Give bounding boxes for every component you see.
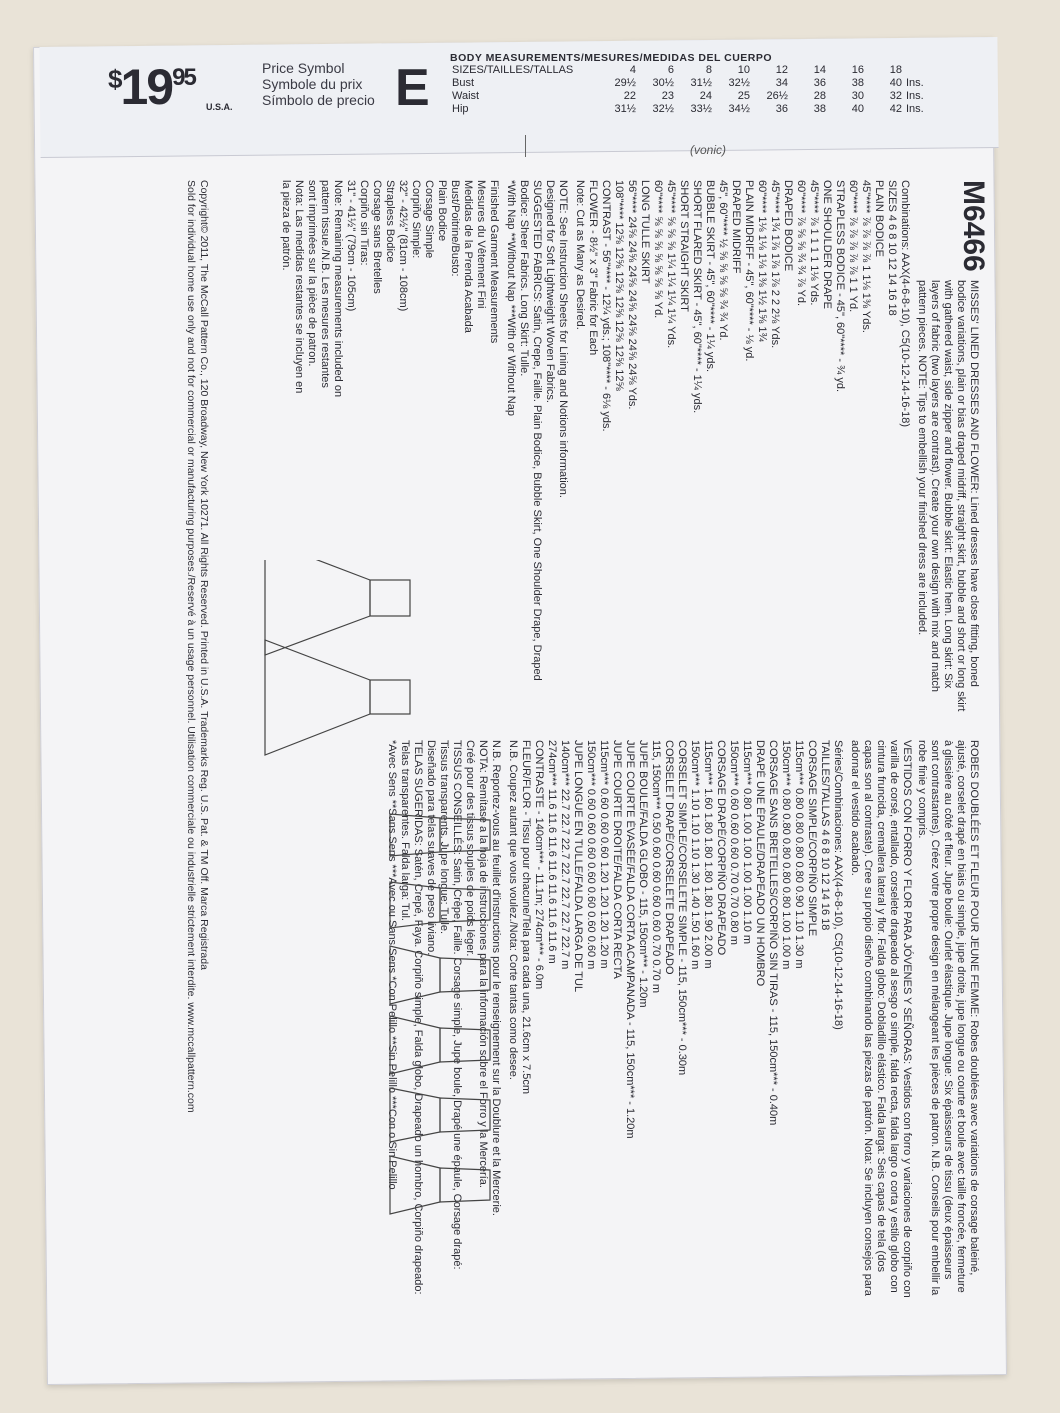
value-cell: 33½ [690, 103, 712, 115]
note-line: N.B. Reportez-vous au feuillet d'instructions pour le renseignement sur la Doublure et la Mercerie. [490, 740, 502, 1216]
yardage-line: 115cm*** 0.80 0.80 0.80 0.80 0.90 1.10 1.30 m [793, 740, 805, 969]
yardage-line: 60"**** ⅞ ⅝ ⅝ ¾ ¾ ⅞ Yd. [795, 180, 807, 307]
value-cell: 25 [737, 90, 750, 102]
note-line: Designed for Soft Lightweight Woven Fabrics. [544, 180, 556, 403]
finished-measurement-line: Strapless Bodice [384, 180, 396, 263]
value-cell: 32 [889, 90, 902, 102]
yardage-line: Note: Cut as Many as Desired. [574, 180, 586, 330]
yardage-line: DRAPED MIDRIFF [730, 180, 742, 274]
note-line: *Avec Sens **Sans Sens ***Avec ou Sans Sens *Con Pelillo **Sin Pelillo ***Con o Sin Pelillo [386, 740, 398, 1190]
value-cell: 31½ [690, 77, 712, 89]
yardage-line: FLEUR/FLOR - Tissu pour chacune/Tela para cada una, 21.6cm x 7.5cm [520, 740, 532, 1094]
size-cell: 16 [851, 64, 864, 76]
yardage-line: 60"**** ⅝ ⅝ ⅝ ⅝ ⅝ ⅝ ⅝ Yd. [652, 180, 664, 319]
value-cell: 26½ [766, 90, 788, 102]
value-cell: 24 [699, 90, 712, 102]
finished-measurement-line: 31" - 41½" (79cm - 105cm) [345, 180, 357, 312]
unit-cell: Ins. [905, 77, 924, 89]
size-cell: 14 [813, 64, 826, 76]
yardage-line: 115, 150cm*** 0.50 0.60 0.60 0.60 0.60 0.70 0.70 m [650, 740, 662, 993]
yardage-line: 60"**** 1⅛ 1⅛ 1⅛ 1⅜ 1½ 1⅝ 1¾ [756, 180, 768, 342]
yardage-line: SHORT STRAIGHT SKIRT [678, 180, 690, 312]
french-description: ROBES DOUBLÉES ET FLEUR POUR JEUNE FEMME: Robes doublées avec variations de corsage baleiné, ajusté, corselet drapé en biais ou simple, jupe droite, jupe longue ou courte et boule avec taille froncée, fermeture à glissière au côté et fleur. Jupe boule: Ourlet élastique. Jupe longue: Six épaisseurs de tissu (deux épaisseurs sont contrastantes). Créez votre propre design en mélangeant les pièces de patron. N.B. Conseils pour embellir la robe finie y compris. [916, 740, 980, 1296]
finished-measurement-line: Corpiño sin Tiras: [358, 180, 370, 266]
pattern-number: M6466 [957, 180, 990, 272]
value-cell: 34 [775, 77, 788, 89]
french-yardage [506, 740, 844, 1300]
yardage-line: 150cm*** 1.10 1.10 1.10 1.30 1.40 1.50 1.60 m [689, 740, 701, 970]
yardage-line: CORSAGE DRAPÉ/CORPIÑO DRAPEADO [715, 740, 727, 956]
waist-row [450, 90, 930, 103]
price-currency: U.S.A. [206, 102, 233, 112]
yardage-line: 45"**** ⅞ ⅞ ⅞ ⅞ 1 1⅛ 1⅜ Yds. [860, 180, 872, 333]
value-cell: 30½ [652, 77, 674, 89]
yardage-line: DRAPÉ UNE ÉPAULE/DRAPEADO UN HOMBRO [754, 740, 766, 987]
price-cents: 95 [172, 64, 195, 91]
english-description: MISSES' LINED DRESSES AND FLOWER: Lined dresses have close fitting, boned bodice variations, plain or bias draped midriff, straight skirt, bubble and short or long skirt with gathered waist, side zipper and flower. Bubble skirt: Elastic hem. Long skirt: Six layers of fabric (two layers are contrast). Create your own design with mix and match pattern pieces. NOTE: Tips to embellish your finished dress are included. [916, 280, 980, 712]
value-cell: 40 [851, 103, 864, 115]
yardage-line: CORSAGE SANS BRETELLES/CORPIÑO SIN TIRAS - 115, 150cm*** - 0.40m [767, 740, 779, 1126]
value-cell: 32½ [652, 103, 674, 115]
row-label: Hip [452, 103, 469, 115]
spanish-description: VESTIDOS CON FORRO Y FLOR PARA JÓVENES Y SEÑORAS: Vestidos con forro y variaciones de corpiño con varilla de corsé, entallado, corselete drapeado al sesgo o simple, falda recta, falda largo o corta y estilo globo con cintura fruncida, cremallera lateral y flor. Falda globo: Dobladillo elástico. Falda larga: Seis capas de tela (dos capas son al contraste). Cree su propio diseño combinando las piezas de patrón. Nota: Se incluyen consejos para adornar el vestido acabado. [849, 740, 913, 1298]
price-main: 19 [120, 59, 173, 115]
finished-measurement-line: Medidas de la Prenda Acabada [462, 180, 474, 333]
yardage-line: PLAIN MIDRIFF - 45", 60"**** - ⅛ yd. [743, 180, 755, 362]
value-cell: 32½ [728, 77, 750, 89]
value-cell: 34½ [728, 103, 750, 115]
yardage-line: LONG TULLE SKIRT [639, 180, 651, 284]
yardage-line: CORSELET SIMPLE/CORSELETE SIMPLE - 115, 150cm*** - 0.30m [676, 740, 688, 1076]
yardage-line: 115cm*** 1.60 1.80 1.80 1.80 1.80 1.90 2.00 m [702, 740, 714, 969]
row-label: Waist [452, 90, 480, 102]
finished-measurement-line: Corpiño Simple: [410, 180, 422, 259]
bust-row [450, 77, 930, 90]
note-line: NOTA: Remítase a la hoja de instrucciones para la información sobre el Forro y la Mercería. [477, 740, 489, 1188]
finished-measurement-line: Corsage Simple [423, 180, 435, 259]
copyright-line: Copyright© 2011, The McCall Pattern Co., 120 Broadway, New York 10271. All Rights Reserved. Printed in U.S.A. Trademarks Reg. U.S. Pat. & TM Off. Marca Registrada [198, 180, 210, 970]
sizes-row [450, 64, 930, 77]
sizes-label: SIZES/TAILLES/TALLAS [452, 64, 574, 76]
finished-measurement-line: Mesures du Vêtement Fini [475, 180, 487, 309]
yardage-line: CORSAGE SIMPLE/CORPIÑO SIMPLE [806, 740, 818, 937]
hip-row [450, 103, 930, 116]
yardage-list [506, 740, 818, 1300]
yardage-line: SHORT FLARED SKIRT - 45", 60"**** - 1¼ yds. [691, 180, 703, 414]
value-cell: 30 [851, 90, 864, 102]
size-cell: 12 [775, 64, 788, 76]
tailles-line: TAILLES/TALLAS 4 6 8 10 12 14 16 18 [819, 740, 831, 931]
yardage-line: 108"**** 12⅝ 12⅝ 12⅝ 12⅝ 12⅝ 12⅝ 12⅝ [613, 180, 625, 391]
yardage-line: JUPE COURTE DROITE/FALDA CORTA RECTA [611, 740, 623, 979]
yardage-line: 45"**** 1¾ 1⅞ 1⅞ 1⅞ 2 2 2⅛ Yds. [769, 180, 781, 349]
yardage-line: JUPE BOULE/FALDA GLOBO - 115, 150cm*** - 1.20m [637, 740, 649, 1008]
yardage-line: JUPE COURTE ÉVASÉE/FALDA CORTA ACAMPANADA - 115, 150cm*** - 1.20m [624, 740, 636, 1139]
yardage-line: 45", 60"**** ½ ⅝ ⅝ ⅝ ⅝ ¾ ¾ Yd. [717, 180, 729, 341]
size-cell: 10 [737, 64, 750, 76]
value-cell: 38 [813, 103, 826, 115]
value-cell: 23 [661, 90, 674, 102]
yardage-line: PLAIN BODICE [873, 180, 885, 258]
note-line: NOTE: See Instruction Sheets for Lining and Notions information. [557, 180, 569, 498]
value-cell: 28 [813, 90, 826, 102]
yardage-line: 150cm*** 0.60 0.60 0.60 0.60 0.60 0.60 0.60 m [585, 740, 597, 970]
finished-measurements [279, 180, 500, 400]
price-symbol-letter: E [395, 59, 430, 117]
note-line: SUGGESTED FABRICS: Satin, Crepe, Faille. Plain Bodice, Bubble Skirt, One Shoulder Drape, Draped Bodice: Sheer Fabrics. Long Skirt: Tulle. [518, 180, 543, 681]
finished-measurement-line: 32" - 42½" (81cm - 108cm) [397, 180, 409, 312]
finished-measurement-line: Bust/Poitrine/Busto: [449, 180, 461, 277]
yardage-line: 150cm*** 0.60 0.60 0.60 0.70 0.70 0.80 m [728, 740, 740, 945]
finished-measurement-line: Nota: Las medidas restantes se incluyen en la pieza de patrón. [280, 180, 305, 394]
short-dresses-row [390, 814, 490, 1214]
yardage-line: CONTRAST - 56"**** - 12¼ yds.; 108"**** - 6⅛ yds. [600, 180, 612, 432]
series-line: Séries/Combinaciones: AAX(4-6-8-10), C5(10-12-14-16-18) [832, 740, 844, 1030]
unit-cell: Ins. [905, 90, 924, 102]
body-measurements-table [450, 64, 930, 116]
yardage-line: 140cm*** 22.7 22.7 22.7 22.7 22.7 22.7 22.7 m [559, 740, 571, 970]
yardage-line: ONE SHOULDER DRAPE [821, 180, 833, 309]
handwritten-note: (vonic) [690, 143, 727, 157]
yardage-line: DRAPED BODICE [782, 180, 794, 272]
finished-measurement-line: Corsage sans Bretelles [371, 180, 383, 294]
value-cell: 38 [851, 77, 864, 89]
value-cell: 36 [813, 77, 826, 89]
size-cell: 4 [629, 64, 636, 76]
yardage-line: 56"**** 24⅝ 24⅝ 24⅝ 24⅝ 24⅝ 24⅝ 24⅝ Yds. [626, 180, 638, 410]
yardage-line: 45"**** ⅞ 1 1 1 1 1⅛ Yds. [808, 180, 820, 306]
note-line: *With Nap **Without Nap ***With or Without Nap [505, 180, 517, 416]
english-yardage [573, 180, 911, 720]
long-skirt-dress-2 [265, 640, 410, 755]
finished-measurement-line: Plain Bodice [436, 180, 448, 242]
unit-cell: Ins. [905, 103, 924, 115]
value-cell: 29½ [614, 77, 636, 89]
note-line: TELAS SUGERIDAS: Satén, Crepé, Faya. Corpiño simple, Falda globo, Drapeado un hombro, Corpiño drapeado: Telas transparentes. Falda larga: Tul. [399, 740, 424, 1295]
size-cell: 6 [667, 64, 674, 76]
yardage-list [573, 180, 885, 720]
note-line: Diseñado para telas suaves de peso liviano. [425, 740, 437, 956]
rotated-pattern-info [120, 180, 990, 1300]
yardage-line: CORSELET DRAPÉ/CORSELETE DRAPEADO [663, 740, 675, 975]
note-line: TISSUS CONSEILLÉS: Satin, Crêpe, Faille. Corsage simple, Jupe boule, Drapé une épaule, Corsage drapé: Tissus transparents. Jupe longue: Tulle. [438, 740, 463, 1270]
dress-illustrations [260, 560, 510, 1280]
row-label: Bust [452, 77, 475, 89]
body-measurements [450, 52, 930, 116]
long-skirt-dress-1 [265, 560, 410, 655]
english-notes [504, 180, 569, 720]
size-cell: 8 [705, 64, 712, 76]
yardage-line: 115cm*** 0.80 1.00 1.00 1.00 1.00 1.10 m [741, 740, 753, 945]
yardage-line: 115cm*** 0.60 0.60 0.60 1.20 1.20 1.20 1.20 m [598, 740, 610, 969]
yardage-line: 45"**** ⅝ ⅝ ⅝ 1¼ 1¼ 1¼ 1¼ Yds. [665, 180, 677, 349]
size-cell: 18 [889, 64, 902, 76]
yardage-line: JUPE LONGUE EN TULLE/FALDA LARGA DE TUL [572, 740, 584, 993]
value-cell: 36 [775, 103, 788, 115]
yardage-line: FLOWER - 8½" x 3" Fabric for Each [587, 180, 599, 356]
finished-measurement-line: Finished Garment Measurements [488, 180, 500, 344]
price-symbol-fr: Symbole du prix [262, 76, 363, 92]
value-cell: 42 [889, 103, 902, 115]
finished-measurement-line: Note: Remaining measurements included on pattern tissue./N.B. Les mesures restantes sont imprimées sur la pièce de patron. [306, 180, 344, 398]
yardage-line: 274cm*** 11.6 11.6 11.6 11.6 11.6 11.6 11.6 m [546, 740, 558, 964]
price-symbol-label [262, 60, 375, 108]
price-symbol-en: Price Symbol [262, 60, 345, 76]
disclaimer-line: Sold for individual home use only and not for commercial or manufacturing purposes./Reservé à un usage personnel. Utilisation commerciale ou industrielle strictement interdite. www.mccallpattern.com [185, 180, 197, 1113]
body-measurements-title: BODY MEASUREMENTS/MESURES/MEDIDAS DEL CUERPO [450, 52, 773, 64]
copyright-block [184, 180, 210, 1280]
price-dollar: $ [108, 64, 121, 94]
yardage-line: STRAPLESS BODICE - 45", 60"**** - ¾ yd. [834, 180, 846, 393]
note-line: Créé pour des tissus souples de poids léger. [464, 740, 476, 957]
combinations-line: Combinations: AAX(4-6-8-10), C5(10-12-14-16-18) [899, 180, 911, 428]
yardage-line: CONTRASTE - 140cm*** - 11.1m; 274cm*** - 6.0m [533, 740, 545, 990]
yardage-line: BUBBLE SKIRT - 45", 60"**** - 1¼ yds. [704, 180, 716, 373]
unit-cell [904, 64, 930, 77]
yardage-line: N.B. Coupez autant que vous voulez./Nota: Corte tantas como desee. [507, 740, 519, 1080]
value-cell: 22 [623, 90, 636, 102]
sizes-line: SIZES 4 6 8 10 12 14 16 18 [886, 180, 898, 316]
value-cell: 40 [889, 77, 902, 89]
yardage-line: 150cm*** 0.80 0.80 0.80 0.80 0.80 1.00 1.00 m [780, 740, 792, 970]
price [108, 58, 233, 116]
value-cell: 31½ [614, 103, 636, 115]
yardage-line: 60"**** ⅞ ⅞ ⅞ ⅞ ⅞ 1 1 Yd. [847, 180, 859, 313]
price-symbol-es: Símbolo de precio [262, 92, 375, 108]
divider-line [525, 135, 526, 157]
